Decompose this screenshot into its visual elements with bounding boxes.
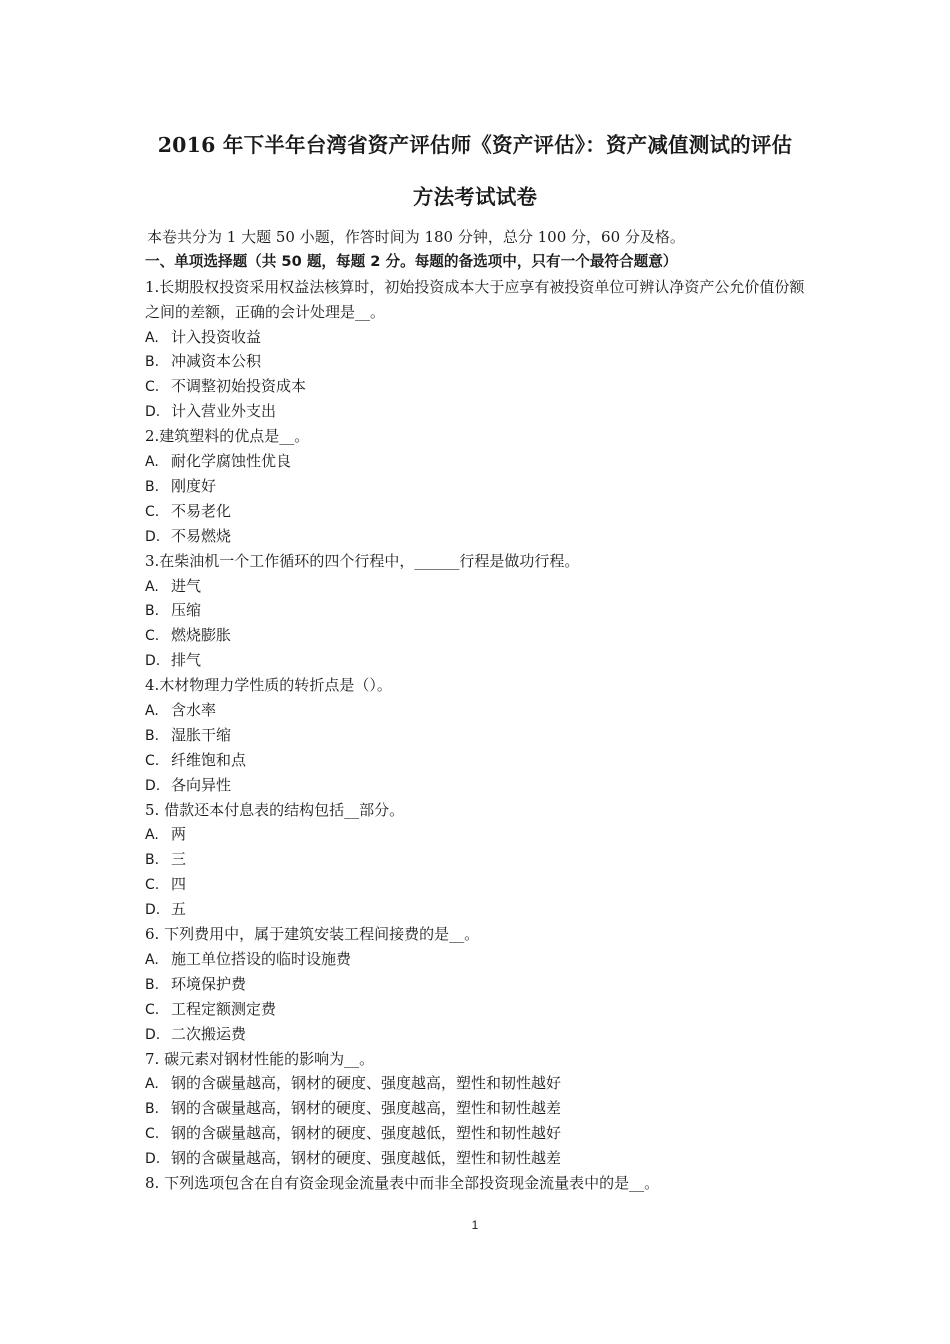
option-letter: D. — [145, 528, 161, 545]
answer-option — [145, 897, 825, 922]
option-letter: C. — [145, 503, 160, 520]
option-text: 燃烧膨胀 — [171, 626, 232, 645]
question-stem: 1.长期股权投资采用权益法核算时，初始投资成本大于应享有被投资单位可辨认净资产公允价值份额之间的差额，正确的会计处理是__。 — [145, 277, 805, 321]
option-text: 环境保护费 — [171, 974, 247, 993]
option-text: 二次搬运费 — [171, 1024, 247, 1043]
answer-option — [145, 598, 825, 623]
option-text: 钢的含碳量越高，钢材的硬度、强度越低，塑性和韧性越差 — [171, 1149, 562, 1168]
answer-option — [145, 1022, 825, 1047]
answer-option — [145, 449, 825, 474]
question-stem: 3.在柴油机一个工作循环的四个行程中，______行程是做功行程。 — [145, 551, 580, 570]
option-text: 不易燃烧 — [171, 526, 232, 545]
option-letter: C. — [145, 752, 160, 769]
option-letter: D. — [145, 1151, 161, 1168]
question-list — [145, 275, 825, 1196]
answer-option — [145, 499, 825, 524]
option-letter: C. — [145, 379, 160, 396]
option-text: 冲减资本公积 — [171, 352, 262, 371]
section-heading: 一、单项选择题（共 50 题，每题 2 分。每题的备选项中，只有一个最符合题意） — [145, 252, 678, 270]
answer-option — [145, 1071, 825, 1096]
option-text: 不调整初始投资成本 — [171, 377, 307, 396]
answer-option — [145, 997, 825, 1022]
answer-option — [145, 1121, 825, 1146]
answer-option — [145, 374, 825, 399]
option-letter: C. — [145, 1001, 160, 1018]
document-title-line-1: 2016 年下半年台湾省资产评估师《资产评估》：资产减值测试的评估 — [157, 133, 793, 157]
option-text: 五 — [171, 900, 187, 919]
answer-option — [145, 399, 825, 424]
option-text: 四 — [171, 875, 187, 894]
option-text: 施工单位搭设的临时设施费 — [171, 949, 352, 968]
answer-option — [145, 847, 825, 872]
answer-option — [145, 972, 825, 997]
option-text: 工程定额测定费 — [171, 999, 277, 1018]
option-letter: A. — [145, 1076, 159, 1093]
option-text: 两 — [171, 825, 187, 844]
option-letter: C. — [145, 1126, 160, 1143]
option-letter: D. — [145, 1026, 161, 1043]
option-letter: B. — [145, 478, 160, 495]
answer-option — [145, 1096, 825, 1121]
option-text: 耐化学腐蚀性优良 — [171, 452, 292, 471]
option-letter: B. — [145, 603, 160, 620]
answer-option — [145, 623, 825, 648]
option-letter: D. — [145, 653, 161, 670]
answer-option — [145, 349, 825, 374]
exam-intro: 本卷共分为 1 大题 50 小题，作答时间为 180 分钟，总分 100 分，60 分及格。 — [147, 228, 685, 246]
option-letter: B. — [145, 1101, 160, 1118]
option-text: 进气 — [171, 576, 202, 595]
option-text: 各向异性 — [171, 775, 232, 794]
answer-option — [145, 698, 825, 723]
question-stem: 5. 借款还本付息表的结构包括__部分。 — [145, 800, 405, 819]
option-letter: B. — [145, 852, 160, 869]
answer-option — [145, 947, 825, 972]
option-letter: A. — [145, 951, 159, 968]
option-text: 计入营业外支出 — [171, 402, 277, 421]
option-text: 压缩 — [171, 601, 202, 620]
option-letter: A. — [145, 827, 159, 844]
answer-option — [145, 723, 825, 748]
page-number: 1 — [471, 1218, 479, 1232]
answer-option — [145, 748, 825, 773]
option-text: 排气 — [171, 651, 202, 670]
option-letter: A. — [145, 454, 159, 471]
option-letter: D. — [145, 902, 161, 919]
answer-option — [145, 474, 825, 499]
option-letter: B. — [145, 354, 160, 371]
option-text: 钢的含碳量越高，钢材的硬度、强度越低，塑性和韧性越好 — [171, 1124, 562, 1143]
option-letter: C. — [145, 628, 160, 645]
option-letter: D. — [145, 404, 161, 421]
option-text: 纤维饱和点 — [171, 750, 247, 769]
exam-content — [145, 225, 825, 1196]
document-title-line-2: 方法考试试卷 — [412, 185, 538, 209]
option-text: 刚度好 — [171, 476, 217, 495]
option-letter: A. — [145, 703, 159, 719]
option-letter: A. — [145, 329, 159, 346]
option-letter: C. — [145, 877, 160, 894]
option-text: 计入投资收益 — [171, 327, 262, 346]
question-stem: 8. 下列选项包含在自有资金现金流量表中而非全部投资现金流量表中的是__。 — [145, 1173, 660, 1192]
option-text: 钢的含碳量越高，钢材的硬度、强度越高，塑性和韧性越好 — [171, 1074, 562, 1093]
answer-option — [145, 325, 825, 350]
answer-option — [145, 822, 825, 847]
answer-option — [145, 524, 825, 549]
option-text: 三 — [171, 850, 187, 869]
answer-option — [145, 872, 825, 897]
option-text: 含水率 — [171, 701, 217, 719]
answer-option — [145, 1146, 825, 1171]
answer-option — [145, 773, 825, 798]
question-stem: 2.建筑塑料的优点是__。 — [145, 427, 310, 446]
option-text: 不易老化 — [171, 501, 232, 520]
answer-option — [145, 648, 825, 673]
option-letter: B. — [145, 976, 160, 993]
option-letter: B. — [145, 727, 160, 744]
option-text: 湿胀干缩 — [171, 725, 232, 744]
option-letter: A. — [145, 578, 159, 595]
question-stem: 6. 下列费用中，属于建筑安装工程间接费的是__。 — [145, 925, 480, 944]
question-stem: 4.木材物理力学性质的转折点是（）。 — [145, 676, 392, 695]
answer-option — [145, 574, 825, 599]
option-text: 钢的含碳量越高，钢材的硬度、强度越高，塑性和韧性越差 — [171, 1099, 562, 1118]
option-letter: D. — [145, 777, 161, 794]
question-stem: 7. 碳元素对钢材性能的影响为__。 — [145, 1049, 375, 1068]
